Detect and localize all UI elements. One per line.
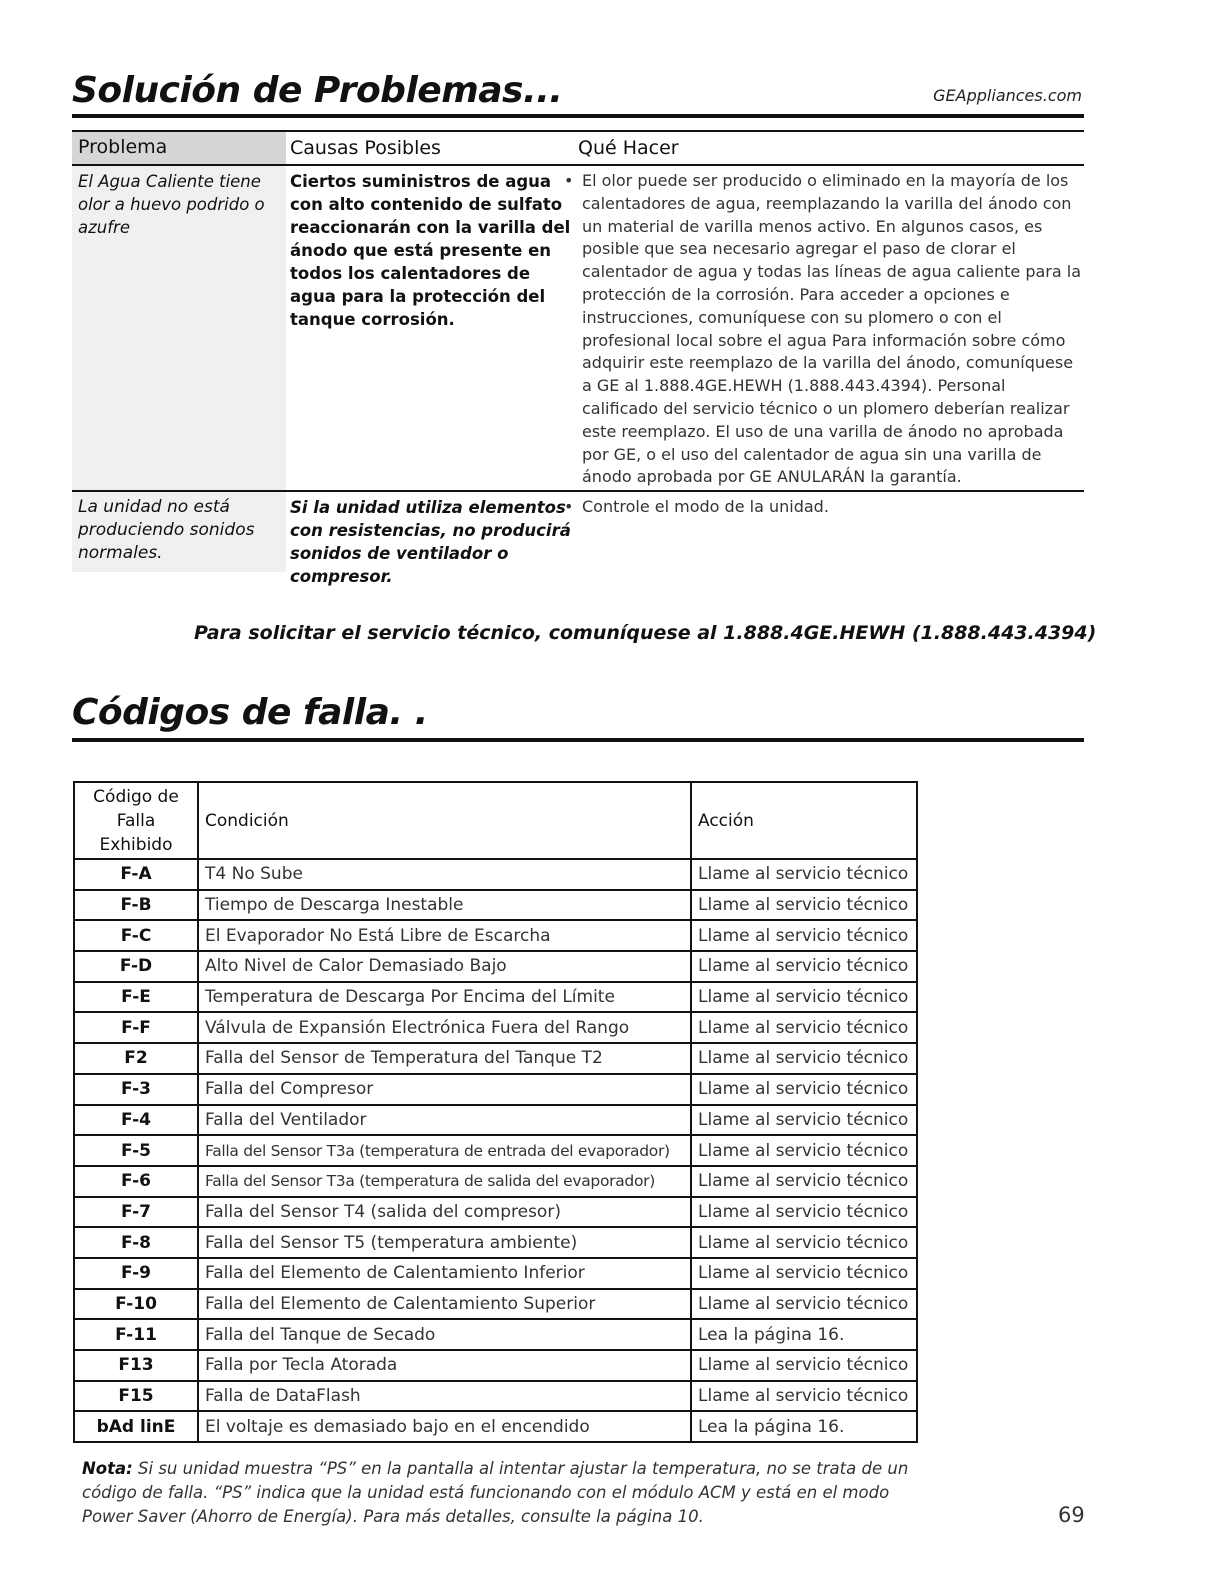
fault-code-row [74,1381,917,1412]
action-cell: Llame al servicio técnico [691,1135,917,1166]
action-cell: Llame al servicio técnico [691,1074,917,1105]
action-text: Controle el modo de la unidad. [582,497,829,516]
action-cell: Llame al servicio técnico [691,1197,917,1228]
fault-codes-table [73,781,918,1443]
action-cell [564,496,1084,519]
action-cell: Llame al servicio técnico [691,920,917,951]
fault-code-cell: F-9 [74,1258,198,1289]
condition-cell: Falla del Compresor [198,1074,691,1105]
fault-code-row [74,1074,917,1105]
fault-code-cell: F-11 [74,1319,198,1350]
condition-cell: Alto Nivel de Calor Demasiado Bajo [198,951,691,982]
condition-cell: Falla del Sensor T4 (salida del compresor) [198,1197,691,1228]
column-header-action: Acción [691,782,917,859]
troubleshooting-row [72,492,1084,586]
condition-cell: Falla por Tecla Atorada [198,1350,691,1381]
condition-cell: T4 No Sube [198,859,691,890]
condition-cell: Falla del Sensor T3a (temperatura de entrada del evaporador) [198,1135,691,1166]
condition-cell: Falla del Sensor de Temperatura del Tanque T2 [198,1043,691,1074]
condition-cell: El voltaje es demasiado bajo en el encendido [198,1411,691,1442]
fault-code-row [74,1289,917,1320]
condition-cell: Falla de DataFlash [198,1381,691,1412]
fault-code-cell: bAd linE [74,1411,198,1442]
action-cell: Llame al servicio técnico [691,1227,917,1258]
fault-code-cell: F-3 [74,1074,198,1105]
fault-code-cell: F-7 [74,1197,198,1228]
condition-cell: El Evaporador No Está Libre de Escarcha [198,920,691,951]
service-phone-line: Para solicitar el servicio técnico, comuníquese al 1.888.4GE.HEWH (1.888.443.4394) [194,622,1097,644]
column-header-code: Código de Falla Exhibido [74,782,198,859]
note-text: Si su unidad muestra “PS” en la pantalla al intentar ajustar la temperatura, no se trata de un código de falla. “PS” indica que la unidad está funcionando con el módulo ACM y está en el modo Power Saver (Ahorro de Energía). Para más detalles, consulte la página 10. [82,1459,909,1526]
fault-code-row [74,920,917,951]
column-header-what-to-do: Qué Hacer [578,137,679,159]
action-cell: Llame al servicio técnico [691,951,917,982]
fault-code-cell: F-5 [74,1135,198,1166]
note-label: Nota: [82,1459,133,1478]
condition-cell: Tiempo de Descarga Inestable [198,890,691,921]
fault-code-row [74,1258,917,1289]
fault-codes-divider [72,738,1084,742]
fault-code-cell: F2 [74,1043,198,1074]
column-header-condition: Condición [198,782,691,859]
bullet-icon: • [564,497,574,516]
fault-code-cell: F-8 [74,1227,198,1258]
condition-cell: Válvula de Expansión Electrónica Fuera del Rango [198,1012,691,1043]
fault-codes-title: Códigos de falla. . [72,692,428,733]
fault-code-cell: F-F [74,1012,198,1043]
fault-code-cell: F-B [74,890,198,921]
title-divider [72,114,1084,118]
cause-cell: Ciertos suministros de agua con alto contenido de sulfato reaccionarán con la varilla del ánodo que está presente en todos los calentadores de agua para la protección del tanque corrosión. [290,172,571,329]
troubleshooting-header-row [72,130,1084,166]
troubleshooting-table [72,130,1084,586]
fault-code-row [74,1197,917,1228]
action-cell: Lea la página 16. [691,1319,917,1350]
action-cell: Llame al servicio técnico [691,982,917,1013]
fault-code-cell: F-10 [74,1289,198,1320]
fault-code-row [74,1135,917,1166]
action-cell: Llame al servicio técnico [691,890,917,921]
fault-codes-body [74,859,917,1442]
column-header-problem: Problema [72,132,286,164]
problem-cell: El Agua Caliente tiene olor a huevo podrido o azufre [72,166,286,490]
fault-code-row [74,1105,917,1136]
fault-code-cell: F13 [74,1350,198,1381]
action-cell: Llame al servicio técnico [691,1350,917,1381]
fault-code-cell: F-E [74,982,198,1013]
column-header-causes: Causas Posibles [290,137,441,159]
page-title: Solución de Problemas... [72,70,563,111]
condition-cell: Falla del Ventilador [198,1105,691,1136]
action-cell: Llame al servicio técnico [691,1289,917,1320]
action-cell: Llame al servicio técnico [691,1381,917,1412]
fault-code-cell: F-4 [74,1105,198,1136]
page-number: 69 [1058,1503,1085,1527]
fault-code-cell: F-A [74,859,198,890]
action-text: El olor puede ser producido o eliminado en la mayoría de los calentadores de agua, reemplazando la varilla del ánodo con un material de varilla menos activo. En algunos casos, es posible que sea necesario agregar el paso de clorar el calentador de agua y todas las líneas de agua caliente para la protección de la corrosión. Para acceder a opciones e instrucciones, comuníquese con su plomero o con el profesional local sobre el agua Para información sobre cómo adquirir este reemplazo de la varilla del ánodo, comuníquese a GE al 1.888.4GE.HEWH (1.888.443.4394). Personal calificado del servicio técnico o un plomero deberían realizar este reemplazo. El uso de una varilla de ánodo no aprobada por GE, o el uso del calentador de agua sin una varilla de ánodo aprobada por GE ANULARÁN la garantía. [582,171,1082,487]
fault-code-cell: F-C [74,920,198,951]
fault-code-row [74,1166,917,1197]
problem-cell: La unidad no está produciendo sonidos normales. [72,492,286,572]
action-cell: Llame al servicio técnico [691,1258,917,1289]
cause-cell: Si la unidad utiliza elementos con resistencias, no producirá sonidos de ventilador o compresor. [290,498,571,586]
condition-cell: Falla del Elemento de Calentamiento Superior [198,1289,691,1320]
condition-cell: Falla del Sensor T3a (temperatura de salida del evaporador) [198,1166,691,1197]
fault-code-row [74,1350,917,1381]
action-cell: Llame al servicio técnico [691,1012,917,1043]
bullet-icon: • [564,171,574,190]
fault-code-cell: F15 [74,1381,198,1412]
action-cell: Llame al servicio técnico [691,1105,917,1136]
fault-code-row [74,982,917,1013]
action-cell: Llame al servicio técnico [691,1043,917,1074]
fault-code-cell: F-D [74,951,198,982]
condition-cell: Falla del Elemento de Calentamiento Inferior [198,1258,691,1289]
fault-code-cell: F-6 [74,1166,198,1197]
fault-code-row [74,1319,917,1350]
fault-code-row [74,890,917,921]
fault-codes-header-row [74,782,917,859]
troubleshooting-row [72,166,1084,492]
fault-code-row [74,1227,917,1258]
action-cell: Llame al servicio técnico [691,1166,917,1197]
fault-code-row [74,1043,917,1074]
condition-cell: Temperatura de Descarga Por Encima del Límite [198,982,691,1013]
condition-cell: Falla del Tanque de Secado [198,1319,691,1350]
website-label: GEAppliances.com [933,86,1082,105]
action-cell [564,170,1084,489]
fault-code-row [74,1012,917,1043]
condition-cell: Falla del Sensor T5 (temperatura ambiente) [198,1227,691,1258]
fault-code-row [74,1411,917,1442]
fault-code-row [74,951,917,982]
action-cell: Lea la página 16. [691,1411,917,1442]
fault-code-row [74,859,917,890]
note [82,1457,912,1529]
action-cell: Llame al servicio técnico [691,859,917,890]
